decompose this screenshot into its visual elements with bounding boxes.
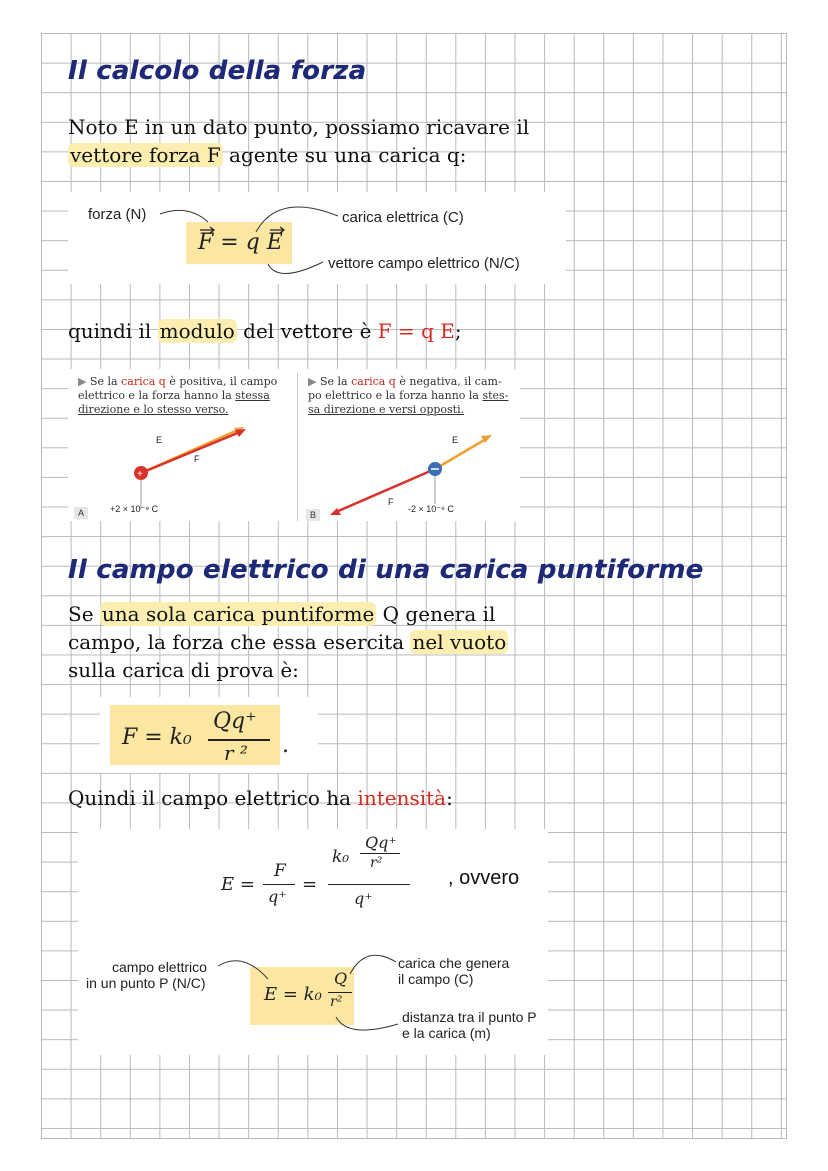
k0: k₀ [332,847,350,867]
label-charge: carica elettrica (C) [342,209,464,226]
text-run: quindi il [68,319,158,343]
frac1-den: q⁺ [268,887,287,906]
text-run: elettrico e la forza hanno la [78,389,236,402]
label-field: vettore campo elettrico (N/C) [328,255,520,272]
formula-numerator: Qq⁺ [213,709,257,734]
highlight-red: intensità [357,786,447,810]
text-run: stessa [235,389,270,402]
highlight: nel vuoto [412,630,507,654]
panel-tag-b: B [306,509,320,521]
text-run: campo, la forza che essa esercita [68,630,411,654]
equals-sign: = [302,874,318,895]
formula-force-vector: F = q E [198,230,283,255]
vector-e-label: E [452,435,459,445]
intensity-line [68,784,453,812]
formula-coulomb-force [100,697,318,773]
paragraph-line [68,600,495,628]
text-run: Quindi il campo elettrico ha [68,786,358,810]
panel-tag-a: A [74,507,88,519]
text-run: è positiva, il campo [165,375,278,388]
connector-lines [78,829,548,1055]
formula-figure-force [68,192,566,284]
text-run: Se la [89,375,122,388]
field-lhs: E = [221,874,255,895]
text-run: direzione e lo stesso verso. [78,403,229,416]
field-formula-lhs: E = k₀ [264,984,322,1005]
label-distance: e la carica (m) [402,1025,491,1041]
paragraph-line [68,628,508,656]
field-formula-num: Q [334,969,348,988]
text-run: Q genera il [376,602,496,626]
formula-dot: . [282,733,289,758]
text-run: : [446,786,453,810]
arrow-bullet-icon: ▶ [78,375,87,388]
formula-denominator: r ² [224,741,248,765]
text-run: è negativa, il cam- [395,375,502,388]
svg-text:+: + [137,469,143,480]
big-den: q⁺ [354,889,373,908]
modulo-line [68,317,462,345]
label-source-charge: carica che genera [398,955,510,971]
connector-lines [68,192,566,284]
field-formula-den: r² [330,994,343,1010]
text-run: stes- [482,389,509,402]
section-title-point-charge: Il campo elettrico di una carica puntiforme [68,555,704,585]
highlight: vettore forza F [70,143,221,167]
text-run: del vettore è [236,319,378,343]
ovvero-text: , ovvero [448,867,520,889]
text-run: carica q [351,375,396,388]
text-run: carica q [121,375,166,388]
formula-figure-field [78,829,548,1055]
label-distance: distanza tra il punto P [402,1009,537,1025]
highlight: modulo [159,319,235,343]
charge-diagrams [68,369,520,521]
text-run: sa direzione e versi opposti. [308,403,465,416]
inner-num: Qq⁺ [365,833,397,852]
text-run: ; [454,319,462,343]
text-run: agente su una carica q: [222,143,467,167]
paragraph-line [68,141,466,169]
arrow-bullet-icon: ▶ [308,375,317,388]
label-field-point: campo elettrico [112,959,207,975]
highlight: una sola carica puntiforme [101,602,375,626]
formula-modulo: F = q E [377,319,455,343]
field-arrow-right [435,439,486,469]
figure-charges [68,369,520,521]
paragraph-line: sulla carica di prova è: [68,658,299,682]
vector-e-label: E [156,435,163,445]
formula-lhs: F = k₀ [122,725,192,750]
label-field-point: in un punto P (N/C) [86,975,206,991]
section-title-force: Il calcolo della forza [68,56,367,86]
inner-den: r² [370,855,383,871]
vector-f-label: F [388,497,394,507]
label-force: forza (N) [88,206,147,223]
label-source-charge: il campo (C) [398,971,474,987]
charge-value-positive: +2 × 10⁻⁹ C [110,504,159,514]
text-run: Se la [319,375,352,388]
paragraph-line: Noto E in un dato punto, possiamo ricavare il [68,115,530,139]
charge-value-negative: -2 × 10⁻⁹ C [408,504,454,514]
text-run: po elettrico e la forza hanno la [308,389,483,402]
text-run: Se [68,602,100,626]
frac1-num: F [274,861,286,881]
vector-f-label: F [194,454,200,464]
